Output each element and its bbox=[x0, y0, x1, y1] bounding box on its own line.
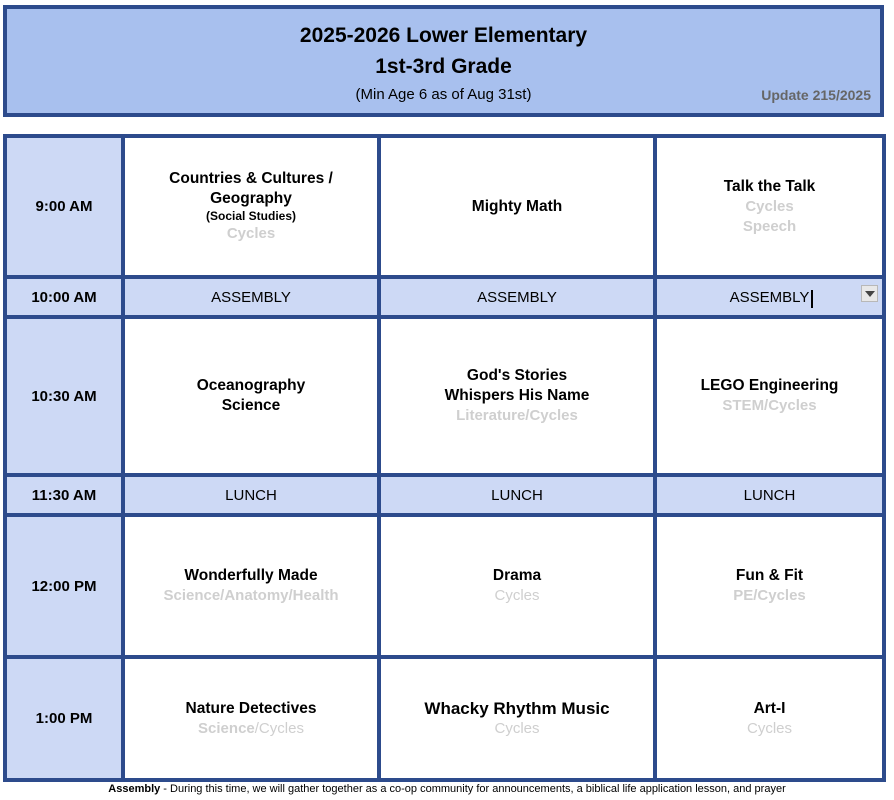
class-title: Nature Detectives bbox=[185, 699, 317, 717]
lunch-label: LUNCH bbox=[743, 486, 796, 504]
time-label: 12:00 PM bbox=[31, 577, 97, 595]
class-title: Wonderfully Made bbox=[184, 567, 318, 584]
class-title: Geography bbox=[210, 190, 292, 207]
schedule-header bbox=[3, 5, 884, 117]
footer-note bbox=[0, 782, 894, 796]
lunch-cell-col2[interactable] bbox=[381, 477, 653, 513]
lunch-cell-col1[interactable] bbox=[125, 477, 377, 513]
class-title: Fun & Fit bbox=[735, 567, 804, 584]
class-title: Talk the Talk bbox=[723, 177, 816, 195]
class-title: LEGO Engineering bbox=[700, 377, 839, 394]
class-cell-100-col2[interactable] bbox=[381, 659, 653, 778]
footer-label: Assembly bbox=[108, 783, 161, 795]
header-title-line2: 1st-3rd Grade bbox=[375, 55, 512, 78]
class-subtitle: Cycles bbox=[226, 225, 276, 242]
class-subtitle bbox=[198, 719, 304, 739]
class-title: Drama bbox=[492, 567, 542, 584]
time-cell-900[interactable] bbox=[7, 138, 121, 275]
text-cursor bbox=[811, 290, 813, 308]
class-subtitle: STEM/Cycles bbox=[722, 397, 817, 414]
class-title: Mighty Math bbox=[471, 197, 563, 215]
assembly-label: ASSEMBLY bbox=[211, 288, 291, 306]
class-subtitle: Science/Anatomy/Health bbox=[163, 587, 339, 604]
class-cell-900-col3[interactable] bbox=[657, 138, 882, 275]
class-subtitle: Speech bbox=[742, 217, 797, 235]
header-subtitle: (Min Age 6 as of Aug 31st) bbox=[355, 86, 532, 103]
class-cell-900-col2[interactable] bbox=[381, 138, 653, 275]
class-subtitle: Cycles bbox=[745, 197, 794, 215]
time-cell-1130[interactable] bbox=[7, 477, 121, 513]
assembly-cell-col3[interactable] bbox=[657, 279, 882, 315]
class-cell-900-col1[interactable] bbox=[125, 138, 377, 275]
header-title-line1: 2025-2026 Lower Elementary bbox=[299, 24, 588, 47]
class-subtitle-rest: /Cycles bbox=[254, 719, 304, 737]
class-cell-1200-col2[interactable] bbox=[381, 517, 653, 655]
assembly-cell-col1[interactable] bbox=[125, 279, 377, 315]
time-cell-1200[interactable] bbox=[7, 517, 121, 655]
class-subtitle: Literature/Cycles bbox=[456, 407, 578, 424]
class-note: (Social Studies) bbox=[205, 209, 297, 223]
class-cell-1200-col3[interactable] bbox=[657, 517, 882, 655]
assembly-cell-col2[interactable] bbox=[381, 279, 653, 315]
time-label: 1:00 PM bbox=[35, 710, 93, 727]
lunch-label: LUNCH bbox=[225, 486, 277, 504]
class-subtitle: PE/Cycles bbox=[733, 587, 806, 604]
class-subtitle: Cycles bbox=[746, 719, 792, 737]
time-label: 9:00 AM bbox=[35, 198, 93, 215]
class-title: Whacky Rhythm Music bbox=[424, 698, 610, 718]
time-cell-100[interactable] bbox=[7, 659, 121, 778]
class-cell-1030-col3[interactable] bbox=[657, 319, 882, 473]
time-label: 11:30 AM bbox=[31, 486, 97, 504]
class-subtitle: Cycles bbox=[494, 719, 540, 737]
footer-text: - During this time, we will gather together as a co-op community for announcements, a biblical life application lesson, and prayer bbox=[160, 783, 786, 795]
class-title: Countries & Cultures / bbox=[169, 170, 333, 187]
lunch-label: LUNCH bbox=[491, 486, 543, 504]
time-label: 10:00 AM bbox=[31, 288, 97, 306]
time-label: 10:30 AM bbox=[31, 387, 97, 405]
class-cell-100-col3[interactable] bbox=[657, 659, 882, 778]
class-title: Art-I bbox=[753, 699, 786, 717]
class-cell-1030-col2[interactable] bbox=[381, 319, 653, 473]
update-label: Update 215/2025 bbox=[761, 87, 871, 103]
class-cell-100-col1[interactable] bbox=[125, 659, 377, 778]
time-cell-1030[interactable] bbox=[7, 319, 121, 473]
schedule-table bbox=[3, 134, 886, 782]
class-title: Whispers His Name bbox=[444, 387, 590, 404]
class-subtitle: Cycles bbox=[494, 587, 540, 604]
assembly-label-wrap bbox=[730, 289, 810, 306]
class-subtitle-bold: Science bbox=[198, 719, 255, 737]
class-title: God's Stories bbox=[466, 367, 568, 384]
class-cell-1200-col1[interactable] bbox=[125, 517, 377, 655]
assembly-label: ASSEMBLY bbox=[477, 288, 557, 306]
chevron-down-icon bbox=[865, 291, 875, 297]
assembly-label: ASSEMBLY bbox=[729, 288, 810, 306]
time-cell-1000[interactable] bbox=[7, 279, 121, 315]
lunch-cell-col3[interactable] bbox=[657, 477, 882, 513]
class-title: Science bbox=[221, 397, 281, 414]
class-title: Oceanography bbox=[196, 377, 306, 394]
dropdown-arrow-button[interactable] bbox=[861, 285, 878, 302]
class-cell-1030-col1[interactable] bbox=[125, 319, 377, 473]
